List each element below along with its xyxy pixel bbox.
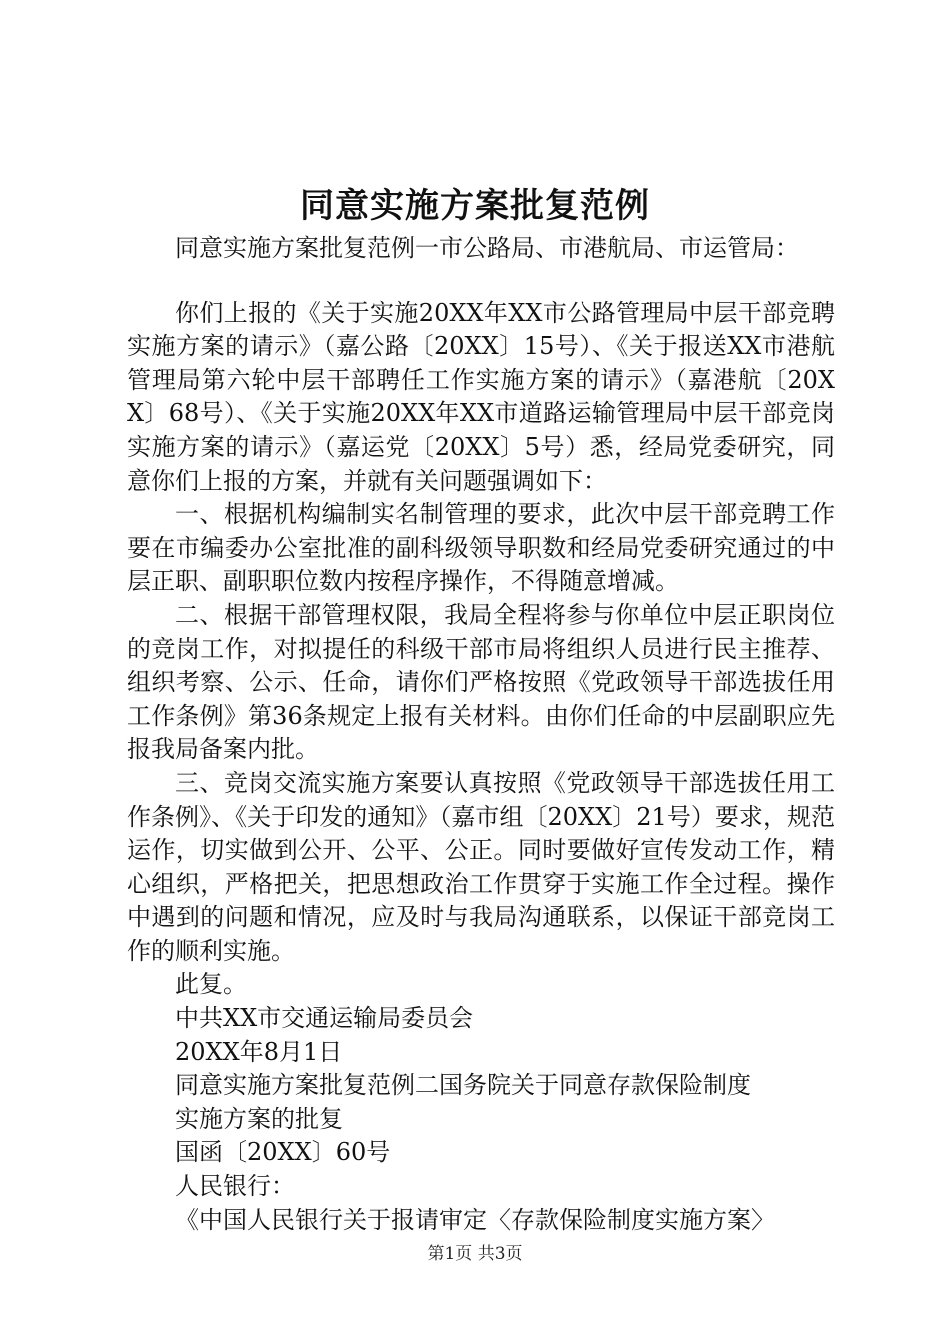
example-two-heading-cont: 实施方案的批复 <box>175 1104 343 1133</box>
example-two-heading: 同意实施方案批复范例二国务院关于同意存款保险制度 <box>175 1071 751 1100</box>
document-number-line: 国函〔20XX〕60号 <box>175 1138 391 1167</box>
closing-line: 此复。 <box>175 970 247 999</box>
document-body <box>127 232 835 1237</box>
body-paragraph: 一、根据机构编制实名制管理的要求，此次中层干部竞聘工作要在市编委办公室批准的副科级领导职数和经局党委研究通过的中层正职、副职职位数内按程序操作，不得随意增减。 <box>127 500 835 596</box>
body-paragraph: 你们上报的《关于实施20XX年XX市公路管理局中层干部竞聘实施方案的请示》（嘉公路〔20XX〕15号）、《关于报送XX市港航管理局第六轮中层干部聘任工作实施方案的请示》（嘉港航〔20XX〕68号）、《关于实施20XX年XX市道路运输管理局中层干部竞岗实施方案的请示》（嘉运党〔20XX〕5号）悉，经局党委研究，同意你们上报的方案，并就有关问题强调如下： <box>127 298 835 495</box>
document-title: 同意实施方案批复范例 <box>300 186 650 226</box>
signatory-line: 中共XX市交通运输局委员会 <box>175 1004 474 1033</box>
intro-paragraph: 同意实施方案批复范例一市公路局、市港航局、市运管局： <box>175 234 799 262</box>
body-line: 《中国人民银行关于报请审定〈存款保险制度实施方案〉 <box>175 1205 775 1234</box>
addressee-line: 人民银行： <box>175 1172 295 1201</box>
page-footer: 第1页 共3页 <box>427 1244 523 1264</box>
date-line: 20XX年8月1日 <box>175 1037 343 1066</box>
body-paragraph: 三、竞岗交流实施方案要认真按照《党政领导干部选拔任用工作条例》、《关于印发的通知》（嘉市组〔20XX〕21号）要求，规范运作，切实做到公开、公平、公正。同时要做好宣传发动工作，精心组织，严格把关，把思想政治工作贯穿于实施工作全过程。操作中遇到的问题和情况，应及时与我局沟通联系，以保证干部竞岗工作的顺利实施。 <box>127 768 835 965</box>
body-paragraph: 二、根据干部管理权限，我局全程将参与你单位中层正职岗位的竞岗工作，对拟提任的科级干部市局将组织人员进行民主推荐、组织考察、公示、任命，请你们严格按照《党政领导干部选拔任用工作条例》第36条规定上报有关材料。由你们任命的中层副职应先报我局备案内批。 <box>127 600 835 764</box>
